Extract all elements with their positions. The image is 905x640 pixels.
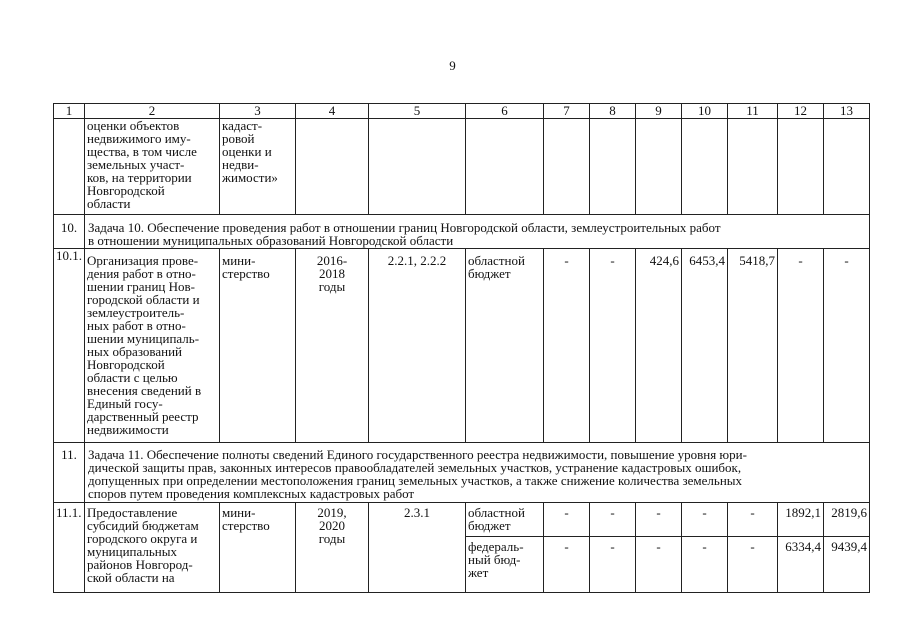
cell-value: 424,6 xyxy=(636,249,682,443)
cell-value: - xyxy=(636,537,682,593)
task-text: Задача 10. Обеспечение проведения работ в отношении границ Новгородской области, землеустроительных работ в отношении муниципальных образований Новгородской области xyxy=(85,215,870,249)
cell-executor: мини- стерство xyxy=(220,503,296,593)
cell-value: - xyxy=(728,503,778,537)
cell-source: областной бюджет xyxy=(466,249,544,443)
task-row xyxy=(54,215,870,249)
cell xyxy=(824,119,870,215)
cell-value: 1892,1 xyxy=(778,503,824,537)
col-header: 12 xyxy=(778,104,824,119)
table-row xyxy=(54,119,870,215)
cell xyxy=(466,119,544,215)
cell xyxy=(590,119,636,215)
col-header: 13 xyxy=(824,104,870,119)
col-header: 1 xyxy=(54,104,85,119)
cell-value: - xyxy=(544,537,590,593)
table-row xyxy=(54,249,870,443)
row-number: 11.1. xyxy=(54,503,85,593)
program-table xyxy=(53,103,870,593)
cell-value: 9439,4 xyxy=(824,537,870,593)
col-header: 10 xyxy=(682,104,728,119)
col-header: 3 xyxy=(220,104,296,119)
cell-executor: кадаст- ровой оценки и недви- жимости» xyxy=(220,119,296,215)
cell xyxy=(544,119,590,215)
cell-years: 2019, 2020 годы xyxy=(296,503,369,593)
cell-value: 2819,6 xyxy=(824,503,870,537)
cell-value: - xyxy=(544,503,590,537)
cell-value: - xyxy=(682,503,728,537)
cell-value: - xyxy=(636,503,682,537)
cell xyxy=(369,119,466,215)
cell-executor: мини- стерство xyxy=(220,249,296,443)
cell xyxy=(296,119,369,215)
cell-value: 6453,4 xyxy=(682,249,728,443)
cell-value: - xyxy=(824,249,870,443)
cell-targets: 2.2.1, 2.2.2 xyxy=(369,249,466,443)
cell-source: областной бюджет xyxy=(466,503,544,537)
cell-value: - xyxy=(682,537,728,593)
col-header: 2 xyxy=(85,104,220,119)
cell xyxy=(682,119,728,215)
cell-value: - xyxy=(590,537,636,593)
cell-value: - xyxy=(590,503,636,537)
task-text: Задача 11. Обеспечение полноты сведений Единого государственного реестра недвижимости, повышение уровня юри- дической защиты прав, законных интересов правообладателей земельных участков, устранение кадастровых ошибок, допущенных при определении местоположения границ земельных участков, а также снижение количества земельных споров путем проведения комплексных кадастровых работ xyxy=(85,443,870,503)
cell-value: - xyxy=(544,249,590,443)
task-number: 11. xyxy=(54,443,85,503)
task-row xyxy=(54,443,870,503)
cell xyxy=(54,119,85,215)
cell-years: 2016- 2018 годы xyxy=(296,249,369,443)
col-header: 7 xyxy=(544,104,590,119)
cell xyxy=(778,119,824,215)
cell-name: оценки объектов недвижимого иму- щества, в том числе земельных участ- ков, на территории Новгородской области xyxy=(85,119,220,215)
cell-source: федераль- ный бюд- жет xyxy=(466,537,544,593)
column-number-row xyxy=(54,104,870,119)
row-number: 10.1. xyxy=(54,249,85,443)
cell-value: - xyxy=(778,249,824,443)
col-header: 9 xyxy=(636,104,682,119)
cell-value: 6334,4 xyxy=(778,537,824,593)
cell-value: 5418,7 xyxy=(728,249,778,443)
table-row xyxy=(54,503,870,537)
cell-value: - xyxy=(728,537,778,593)
col-header: 8 xyxy=(590,104,636,119)
col-header: 4 xyxy=(296,104,369,119)
cell-targets: 2.3.1 xyxy=(369,503,466,593)
cell-name: Организация прове- дения работ в отно- шении границ Нов- городской области и землеустроитель- ных работ в отно- шении муниципаль- ных образований Новгородской области с целью внесения сведений в Единый госу- дарственный реестр недвижимости xyxy=(85,249,220,443)
cell xyxy=(728,119,778,215)
col-header: 6 xyxy=(466,104,544,119)
page-number: 9 xyxy=(449,58,456,73)
cell xyxy=(636,119,682,215)
cell-name: Предоставление субсидий бюджетам городского округа и муниципальных районов Новгород- ской области на xyxy=(85,503,220,593)
task-number: 10. xyxy=(54,215,85,249)
col-header: 5 xyxy=(369,104,466,119)
col-header: 11 xyxy=(728,104,778,119)
cell-value: - xyxy=(590,249,636,443)
